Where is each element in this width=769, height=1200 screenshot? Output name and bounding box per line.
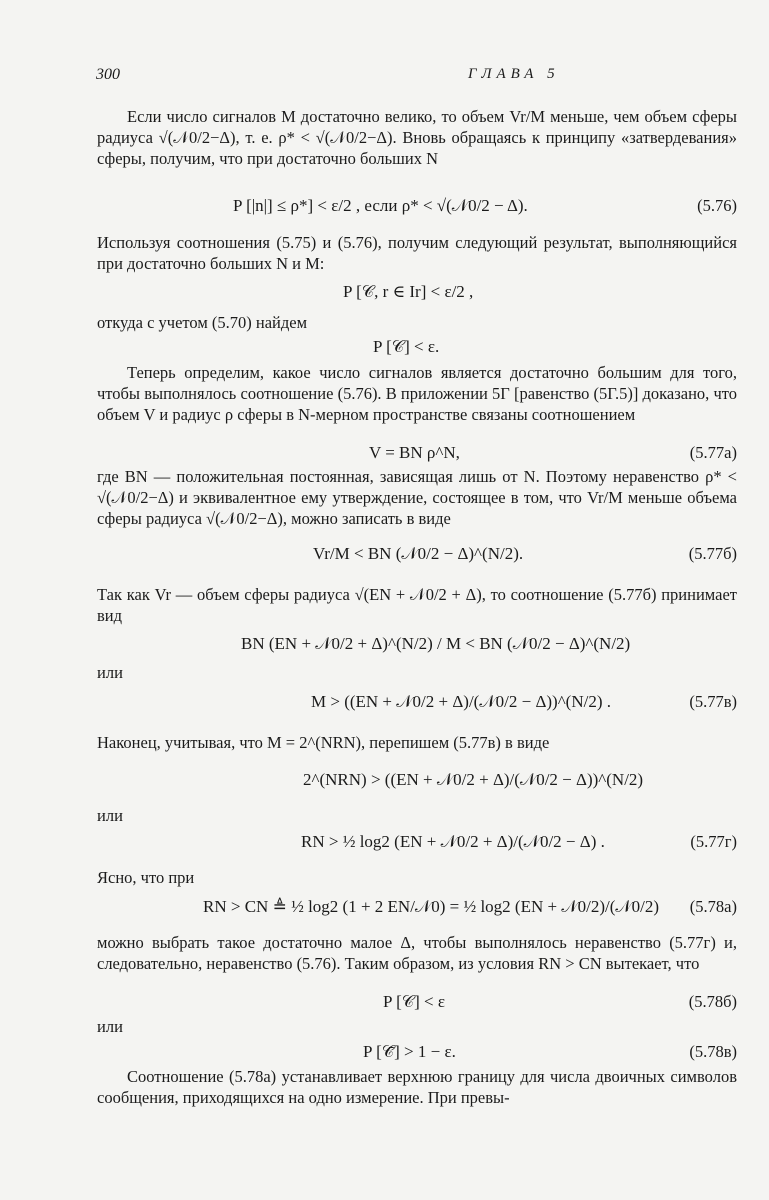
equation-body: RN > ½ log2 (EN + 𝒩0/2 + Δ)/(𝒩0/2 − Δ) . — [301, 832, 605, 851]
equation-body: V = BN ρ^N, — [369, 443, 460, 462]
paragraph-10: Ясно, что при — [97, 868, 195, 887]
paragraph-7: или — [97, 663, 123, 682]
equation-5-77v — [97, 692, 737, 724]
equation-body: 2^(NRN) > ((EN + 𝒩0/2 + Δ)/(𝒩0/2 − Δ))^(N/2) — [303, 770, 644, 789]
equation-5-77b — [97, 544, 737, 576]
equation-number: (5.76) — [697, 196, 737, 215]
equation-body: P [𝒞̄] > 1 − ε. — [363, 1042, 456, 1061]
paragraph-5: где BN — положительная постоянная, зависящая лишь от N. Поэтому неравенство ρ* < √(𝒩0/2−Δ) и эквивалентное ему утверждение, состоящее в том, что Vr/M меньше объема сферы радиуса √(𝒩0/2−Δ), можно записать в виде — [97, 467, 737, 529]
equation-body: P [𝒞, r ∈ Ir] < ε/2 , — [343, 282, 474, 301]
equation-number: (5.78б) — [688, 992, 737, 1011]
equation-body: BN (EN + 𝒩0/2 + Δ)^(N/2) / M < BN (𝒩0/2 − Δ)^(N/2) — [241, 634, 631, 653]
equation-number: (5.78в) — [689, 1042, 737, 1061]
equation-rewritten — [97, 770, 737, 802]
paragraph-4: Теперь определим, какое число сигналов является достаточно большим для того, чтобы выполнялось соотношение (5.76). В приложении 5Г [равенство (5Г.5)] доказано, что объем V и радиус ρ сферы в N-мерном пространстве связаны соотношением — [97, 363, 737, 425]
paragraph-13: Соотношение (5.78а) устанавливает верхнюю границу для числа двоичных символов сообщения, приходящихся на одно измерение. При превы- — [97, 1067, 737, 1108]
equation-5-77g — [97, 832, 737, 864]
paragraph-9: или — [97, 806, 123, 825]
paragraph-6: Так как Vr — объем сферы радиуса √(EN + 𝒩0/2 + Δ), то соотношение (5.77б) принимает вид — [97, 585, 737, 626]
equation-number: (5.77б) — [688, 544, 737, 563]
equation-body: P [𝒞] < ε. — [373, 337, 440, 356]
equation-body: M > ((EN + 𝒩0/2 + Δ)/(𝒩0/2 − Δ))^(N/2) . — [311, 692, 611, 711]
paragraph-2: Используя соотношения (5.75) и (5.76), получим следующий результат, выполняющийся при достаточно больших N и M: — [97, 233, 737, 274]
paragraph-3: откуда с учетом (5.70) найдем — [97, 313, 308, 332]
equation-body: RN > CN ≜ ½ log2 (1 + 2 EN/𝒩0) = ½ log2 (EN + 𝒩0/2)/(𝒩0/2) — [203, 897, 660, 916]
equation-body: Vr/M < BN (𝒩0/2 − Δ)^(N/2). — [313, 544, 524, 563]
equation-intermediate — [97, 282, 737, 314]
equation-5-76 — [97, 196, 737, 228]
paragraph-12: или — [97, 1017, 123, 1036]
equation-number: (5.77г) — [690, 832, 737, 851]
chapter-title: ГЛАВА 5 — [468, 66, 560, 82]
paragraph-1: Если число сигналов M достаточно велико, то объем Vr/M меньше, чем объем сферы радиуса √(𝒩0/2−Δ), т. е. ρ* < √(𝒩0/2−Δ). Вновь обращаясь к принципу «затвердевания» сферы, получим, что при достаточно больших N — [97, 107, 737, 169]
page-number: 300 — [96, 66, 120, 83]
equation-number: (5.78а) — [689, 897, 737, 916]
equation-number: (5.77в) — [689, 692, 737, 711]
page-header — [96, 66, 736, 88]
equation-number: (5.77а) — [689, 443, 737, 462]
paragraph-8: Наконец, учитывая, что M = 2^(NRN), перепишем (5.77в) в виде — [97, 733, 550, 752]
paragraph-11: можно выбрать такое достаточно малое Δ, чтобы выполнялось неравенство (5.77г) и, следовательно, неравенство (5.76). Таким образом, из условия RN > CN вытекает, что — [97, 933, 737, 974]
equation-5-78a — [97, 897, 737, 929]
equation-body: P [𝒞] < ε — [383, 992, 446, 1011]
equation-body: P [|n|] ≤ ρ*] < ε/2 , если ρ* < √(𝒩0/2 − Δ). — [233, 196, 528, 215]
